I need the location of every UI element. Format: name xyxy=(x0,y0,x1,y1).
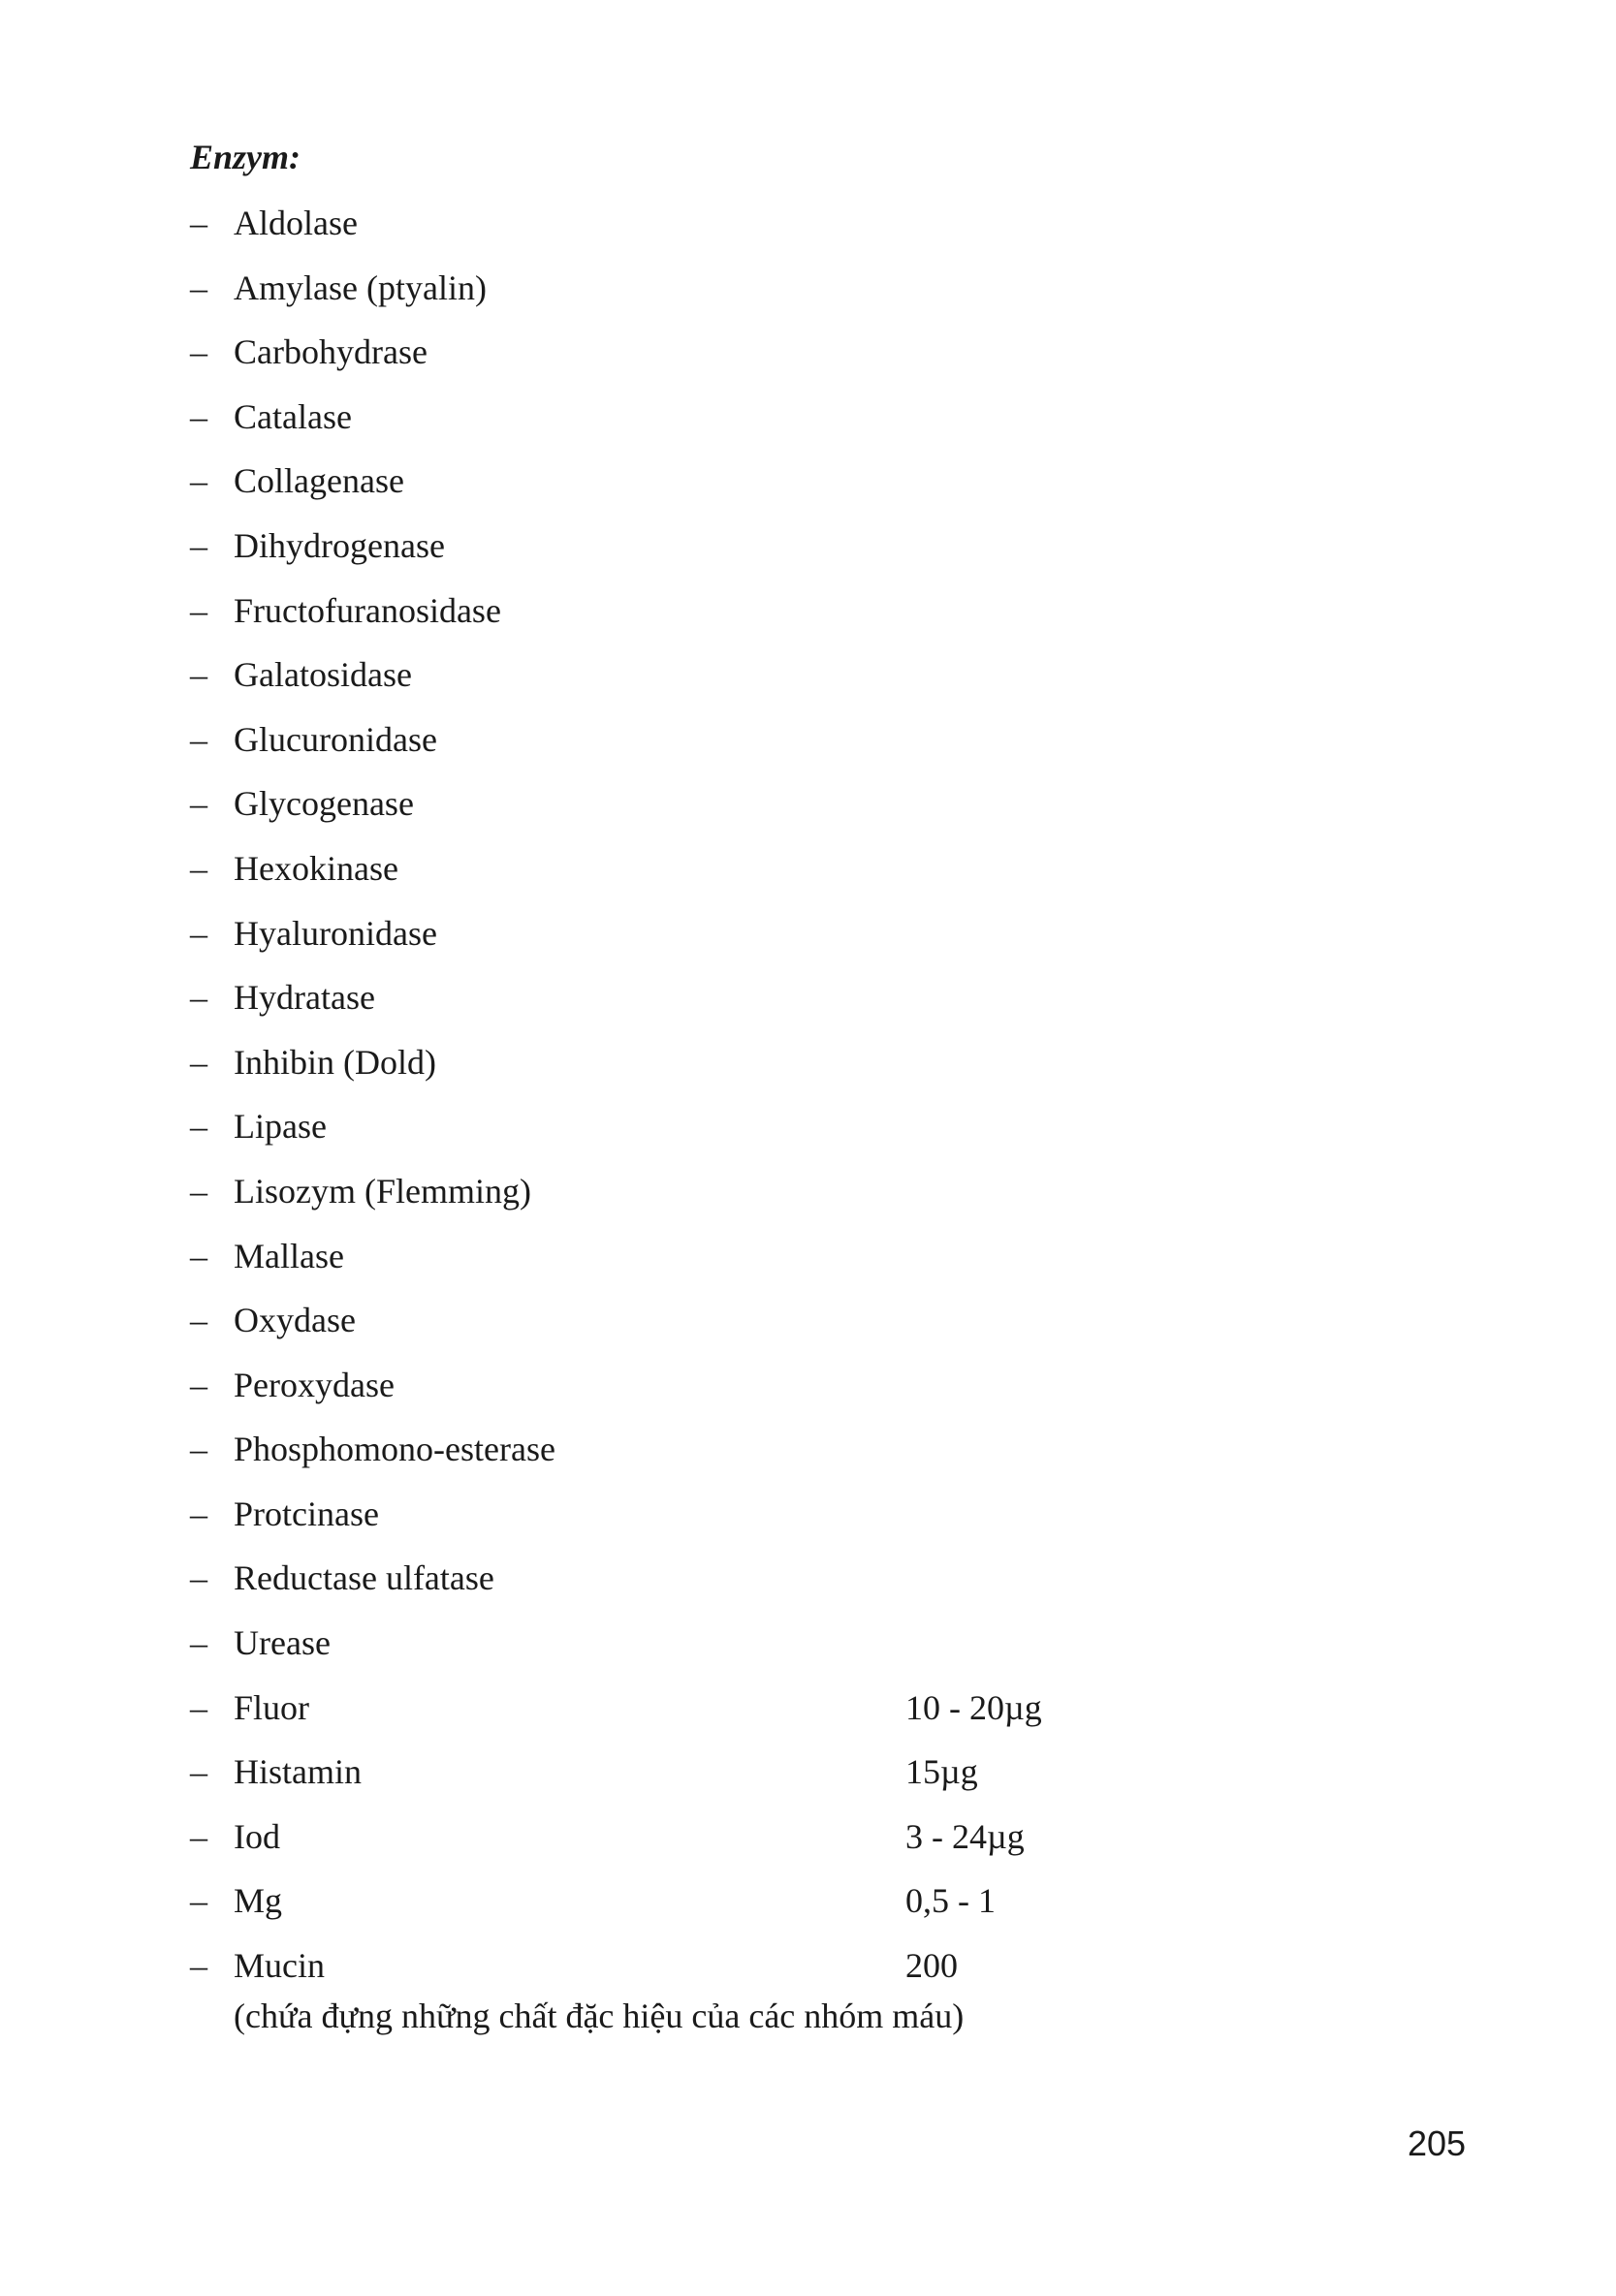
list-item xyxy=(190,1620,1256,1684)
list-item xyxy=(190,651,1256,716)
item-name: Iod xyxy=(234,1816,280,1856)
item-value: 3 - 24µg xyxy=(905,1816,1025,1856)
enzyme-list xyxy=(190,200,1256,2007)
bullet-dash: – xyxy=(190,461,207,501)
bullet-dash: – xyxy=(190,525,207,565)
item-name: Urease xyxy=(234,1623,331,1663)
item-value: 200 xyxy=(905,1946,958,1986)
list-item xyxy=(190,1103,1256,1168)
section-heading: Enzym: xyxy=(190,138,301,176)
item-name: Fructofuranosidase xyxy=(234,590,501,630)
list-item xyxy=(190,1813,1256,1878)
list-item xyxy=(190,393,1256,458)
list-item xyxy=(190,1877,1256,1942)
item-name: Glycogenase xyxy=(234,784,414,824)
bullet-dash: – xyxy=(190,1623,207,1663)
item-name: Dihydrogenase xyxy=(234,525,445,565)
bullet-dash: – xyxy=(190,719,207,759)
bullet-dash: – xyxy=(190,204,207,242)
item-name: Mallase xyxy=(234,1236,344,1275)
list-item xyxy=(190,1039,1256,1104)
item-name: Mucin xyxy=(234,1946,325,1986)
item-name: Lisozym (Flemming) xyxy=(234,1171,531,1211)
bullet-dash: – xyxy=(190,1430,207,1469)
item-name: Carbohydrase xyxy=(234,332,428,372)
bullet-dash: – xyxy=(190,1301,207,1340)
bullet-dash: – xyxy=(190,1494,207,1533)
bullet-dash: – xyxy=(190,332,207,372)
item-name: Inhibin (Dold) xyxy=(234,1042,436,1082)
item-name: Hyaluronidase xyxy=(234,913,437,953)
bullet-dash: – xyxy=(190,396,207,436)
list-item xyxy=(190,1748,1256,1813)
item-name: Phosphomono-esterase xyxy=(234,1430,555,1469)
item-name: Protcinase xyxy=(234,1494,379,1533)
list-item xyxy=(190,845,1256,910)
item-name: Collagenase xyxy=(234,461,404,501)
list-item xyxy=(190,587,1256,652)
list-item xyxy=(190,1362,1256,1427)
item-name: Peroxydase xyxy=(234,1365,395,1404)
bullet-dash: – xyxy=(190,1107,207,1147)
list-item xyxy=(190,780,1256,845)
list-item xyxy=(190,1297,1256,1362)
item-name: Hexokinase xyxy=(234,848,398,888)
item-name: Reductase ulfatase xyxy=(234,1558,494,1598)
bullet-dash: – xyxy=(190,1558,207,1598)
bullet-dash: – xyxy=(190,848,207,888)
bullet-dash: – xyxy=(190,1365,207,1404)
list-item xyxy=(190,522,1256,587)
item-name: Oxydase xyxy=(234,1301,356,1340)
item-value: 15µg xyxy=(905,1752,978,1792)
item-name: Hydratase xyxy=(234,978,375,1018)
list-item xyxy=(190,974,1256,1039)
item-name: Glucuronidase xyxy=(234,719,437,759)
bullet-dash: – xyxy=(190,1816,207,1856)
bullet-dash: – xyxy=(190,1042,207,1082)
list-item xyxy=(190,265,1256,330)
list-item xyxy=(190,457,1256,522)
page-number: 205 xyxy=(1408,2123,1467,2163)
list-item xyxy=(190,1426,1256,1491)
bullet-dash: – xyxy=(190,655,207,695)
bullet-dash: – xyxy=(190,1946,207,1986)
item-value: 10 - 20µg xyxy=(905,1687,1042,1727)
bullet-dash: – xyxy=(190,913,207,953)
item-value: 0,5 - 1 xyxy=(905,1881,996,1921)
item-name: Lipase xyxy=(234,1107,327,1147)
bullet-dash: – xyxy=(190,267,207,307)
item-name: Catalase xyxy=(234,396,352,436)
list-item xyxy=(190,910,1256,975)
list-item xyxy=(190,200,1256,265)
footnote: (chứa đựng những chất đặc hiệu của các nhóm máu) xyxy=(234,1997,965,2035)
bullet-dash: – xyxy=(190,1171,207,1211)
bullet-dash: – xyxy=(190,590,207,630)
bullet-dash: – xyxy=(190,1687,207,1727)
bullet-dash: – xyxy=(190,1881,207,1921)
bullet-dash: – xyxy=(190,1752,207,1792)
bullet-dash: – xyxy=(190,1236,207,1275)
list-item xyxy=(190,1555,1256,1620)
list-item xyxy=(190,1168,1256,1233)
bullet-dash: – xyxy=(190,784,207,824)
bullet-dash: – xyxy=(190,978,207,1018)
list-item xyxy=(190,329,1256,393)
item-name: Fluor xyxy=(234,1687,310,1727)
item-name: Galatosidase xyxy=(234,655,412,695)
list-item xyxy=(190,1233,1256,1298)
item-name: Mg xyxy=(234,1881,283,1921)
item-name: Aldolase xyxy=(234,204,358,242)
list-item xyxy=(190,1491,1256,1556)
list-item xyxy=(190,1684,1256,1749)
item-name: Histamin xyxy=(234,1752,362,1792)
item-name: Amylase (ptyalin) xyxy=(234,267,487,307)
list-item xyxy=(190,716,1256,781)
